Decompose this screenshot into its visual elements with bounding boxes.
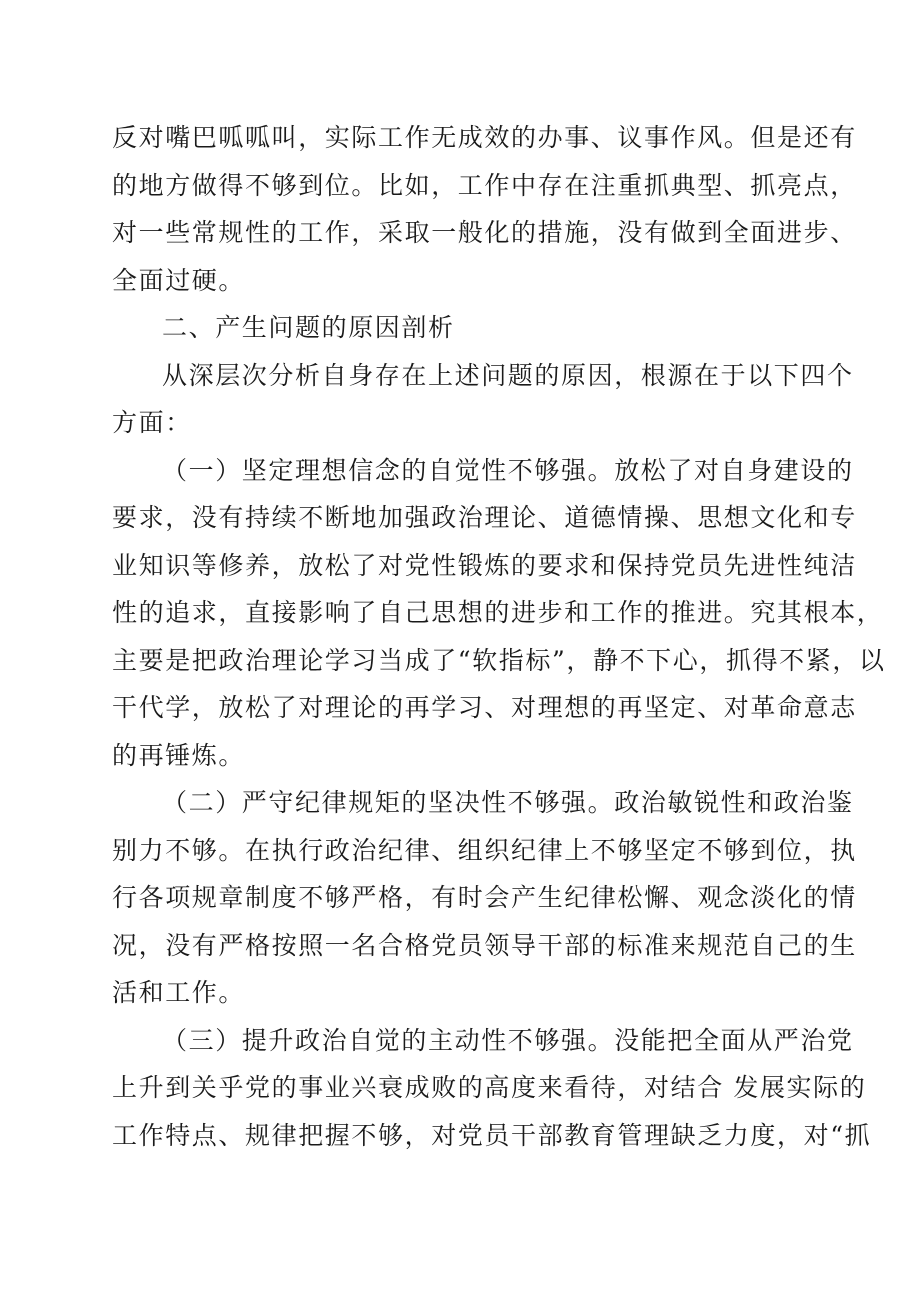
text-line: 二、产生问题的原因剖析 (162, 313, 455, 342)
text-line: 上升到关乎党的事业兴衰成败的高度来看待，对结合 发展实际的 (112, 1073, 867, 1102)
text-line: 行各项规章制度不够严格，有时会产生纪律松懈、观念淡化的情 (112, 883, 857, 912)
text-line: （一）坚定理想信念的自觉性不够强。放松了对自身建设的 (162, 455, 854, 485)
text-line: 全面过硬。 (112, 265, 246, 295)
text-line: （二）严守纪律规矩的坚决性不够强。政治敏锐性和政治鉴 (162, 788, 854, 817)
text-line: 方面： (112, 408, 192, 437)
document-body (112, 114, 886, 1159)
text-line: 反对嘴巴呱呱叫，实际工作无成效的办事、议事作风。但是还有 (112, 123, 857, 152)
text-line: 的地方做得不够到位。比如，工作中存在注重抓典型、抓亮点， (112, 170, 857, 200)
text-line: 活和工作。 (112, 978, 246, 1007)
text-line: 业知识等修养，放松了对党性锻炼的要求和保持党员先进性纯洁 (112, 550, 857, 580)
text-line: 从深层次分析自身存在上述问题的原因，根源在于以下四个 (162, 360, 854, 390)
text-line: 别力不够。在执行政治纪律、组织纪律上不够坚定不够到位，执 (112, 835, 857, 865)
text-line: 要求，没有持续不断地加强政治理论、道德情操、思想文化和专 (112, 503, 857, 532)
text-line: 主要是把政治理论学习当成了“软指标”，静不下心，抓得不紧，以 (112, 645, 886, 675)
text-line: （三）提升政治自觉的主动性不够强。没能把全面从严治党 (162, 1025, 854, 1055)
text-line: 工作特点、规律把握不够，对党员干部教育管理缺乏力度，对“抓 (112, 1120, 872, 1150)
text-line: 的再锤炼。 (112, 740, 246, 770)
text-line: 况，没有严格按照一名合格党员领导干部的标准来规范自己的生 (112, 930, 857, 960)
text-line: 性的追求，直接影响了自己思想的进步和工作的推进。究其根本， (112, 598, 884, 627)
text-line: 干代学，放松了对理论的再学习、对理想的再坚定、对革命意志 (112, 693, 857, 722)
text-line: 对一些常规性的工作，采取一般化的措施，没有做到全面进步、 (112, 218, 857, 247)
